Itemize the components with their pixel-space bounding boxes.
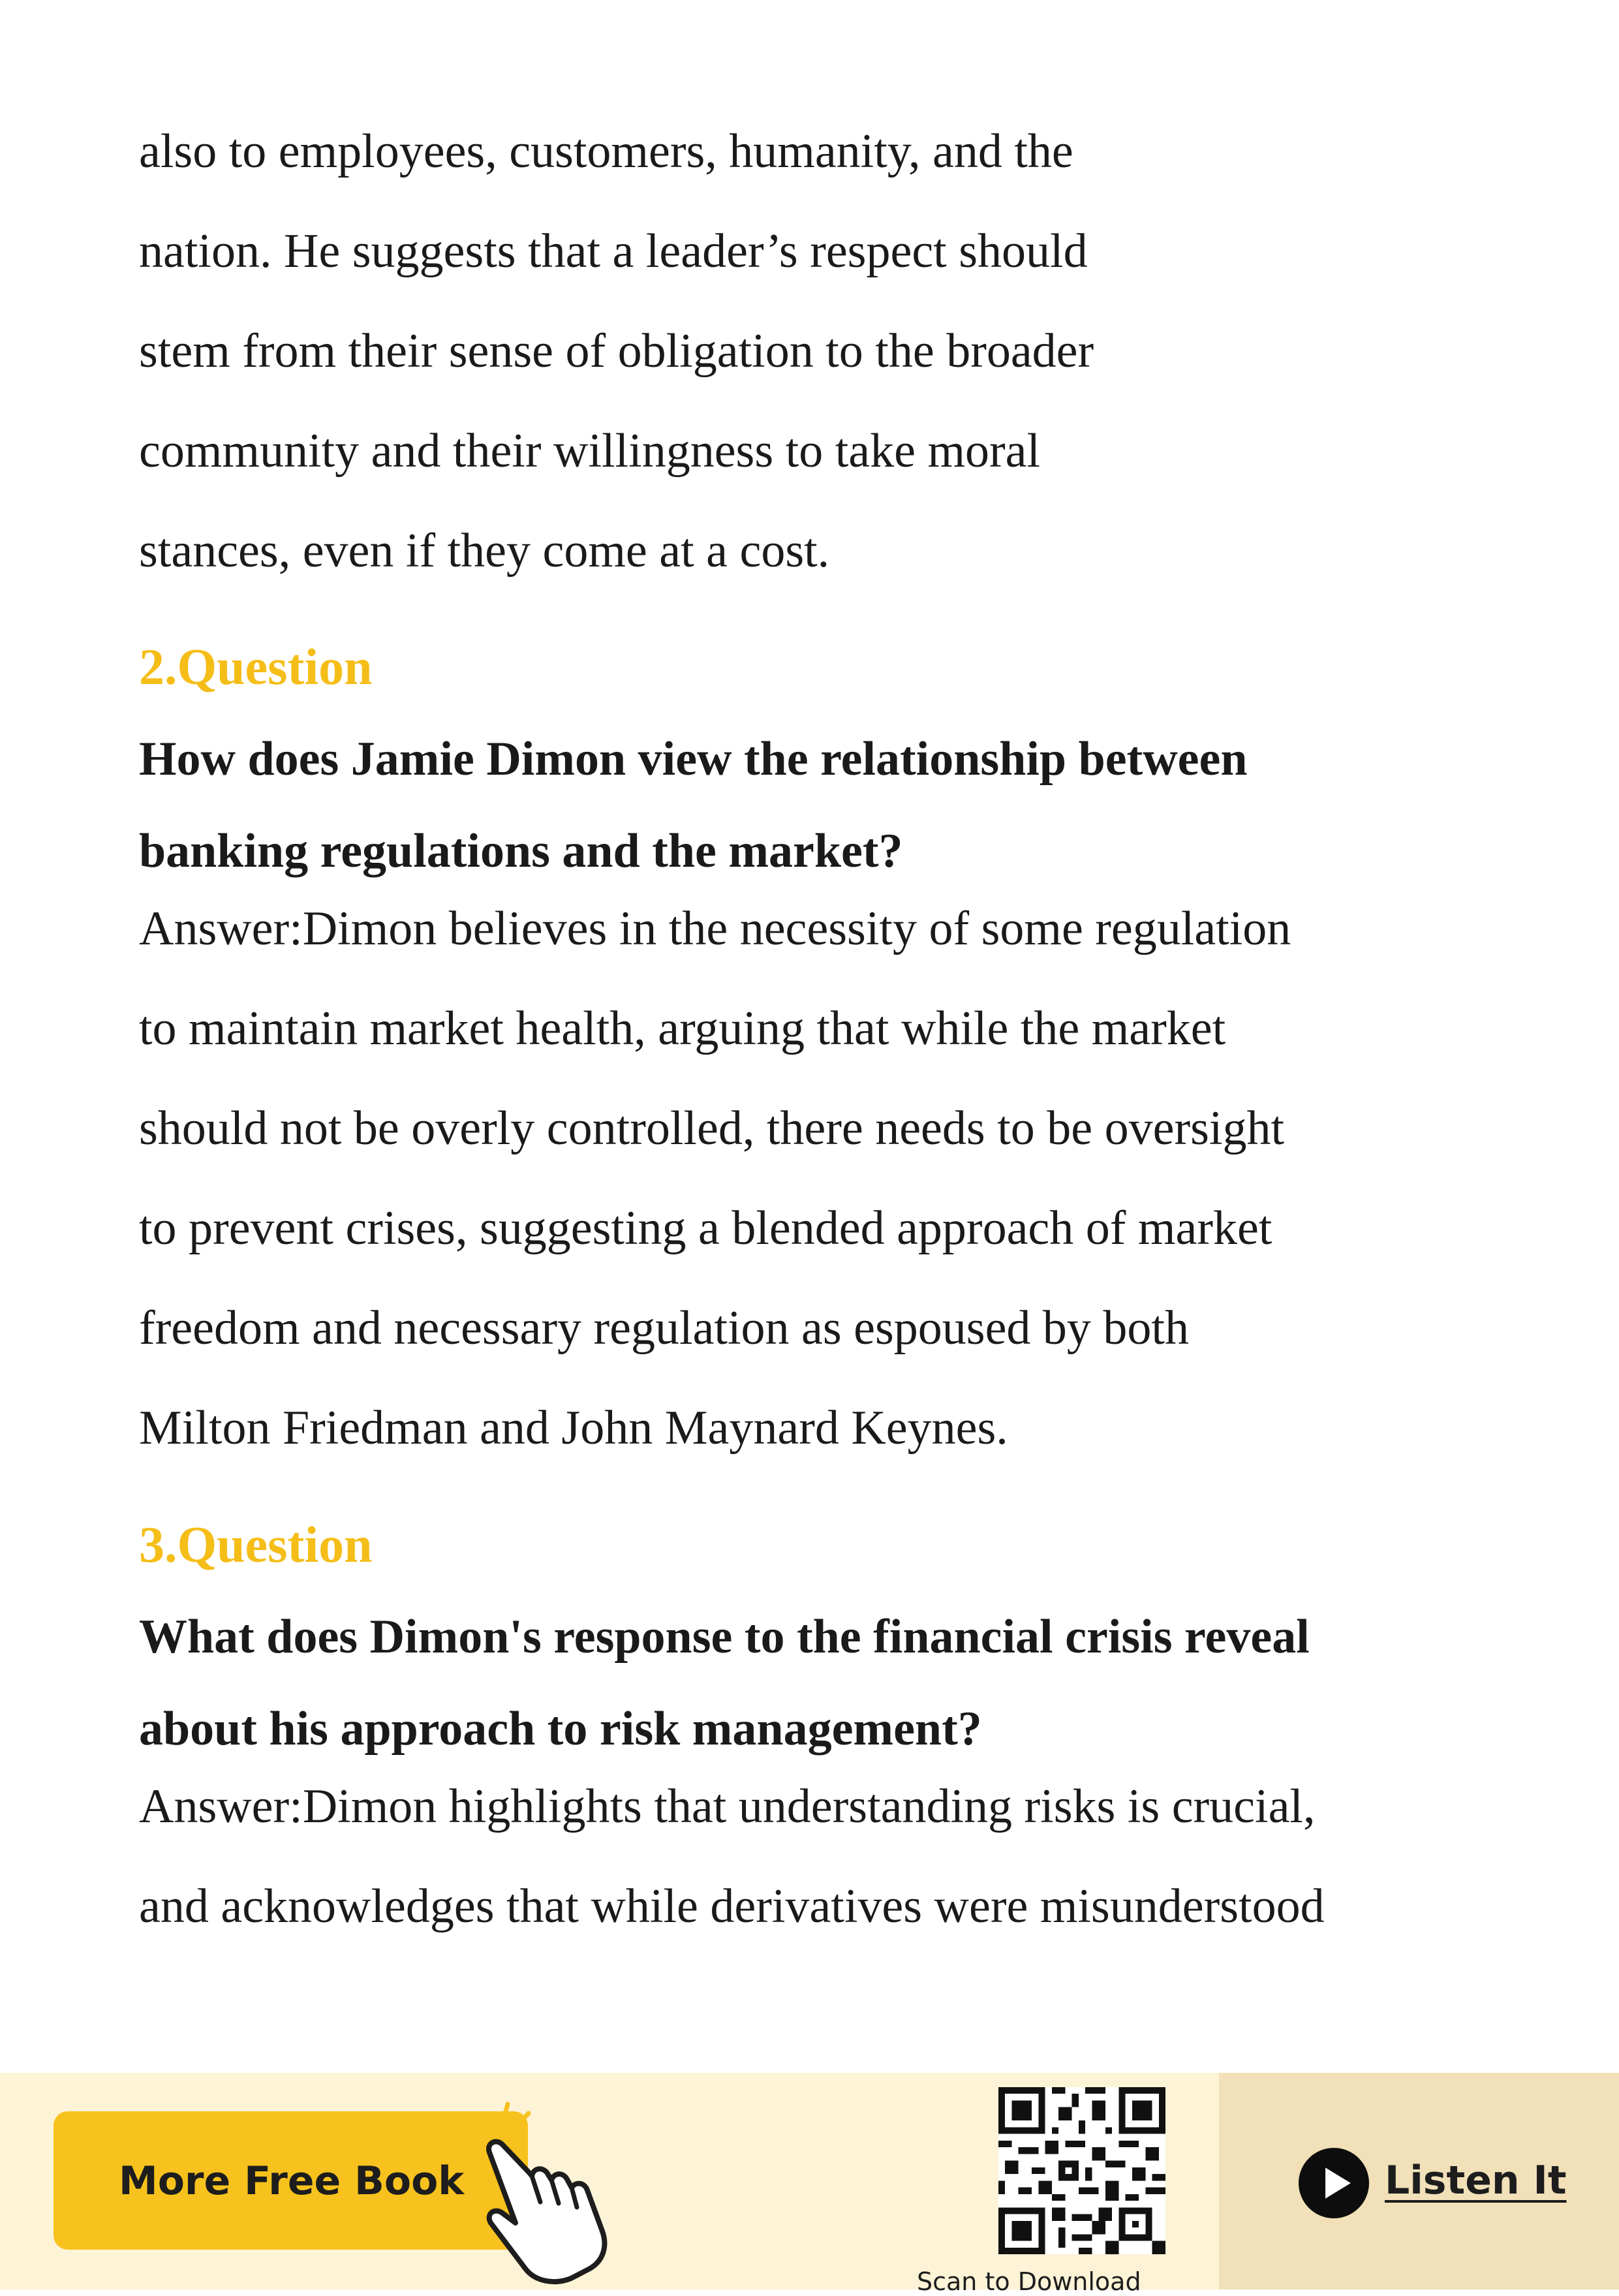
paragraph-line: stem from their sense of obligation to the broader [139,324,1094,378]
scan-to-download-label: Scan to Download [917,2267,1141,2296]
paragraph-line: stances, even if they come at a cost. [139,524,830,578]
paragraph-line: community and their willingness to take moral [139,424,1041,478]
answer-line: should not be overly controlled, there needs to be oversight [139,1102,1285,1155]
footer-bar [0,2073,1619,2296]
answer-line: Answer:Dimon highlights that understanding risks is crucial, [139,1780,1316,1833]
answer-line: to prevent crises, suggesting a blended approach of market [139,1202,1272,1255]
question-text: about his approach to risk management? [139,1702,982,1756]
question-text: What does Dimon's response to the financial crisis reveal [139,1610,1310,1664]
qr-code-icon [998,2087,1165,2254]
paragraph-line: nation. He suggests that a leader’s respect should [139,225,1088,278]
question-text: banking regulations and the market? [139,824,903,878]
question-label: 3.Question [139,1516,373,1573]
answer-line: Answer:Dimon believes in the necessity of some regulation [139,902,1291,955]
answer-line: freedom and necessary regulation as espoused by both [139,1301,1189,1355]
answer-line: Milton Friedman and John Maynard Keynes. [139,1401,1008,1455]
more-free-book-label: More Free Book [119,2158,465,2204]
question-text: How does Jamie Dimon view the relationship between [139,732,1248,786]
answer-line: and acknowledges that while derivatives were misunderstood [139,1880,1325,1933]
play-icon[interactable] [1299,2148,1369,2218]
paragraph-line: also to employees, customers, humanity, and the [139,125,1073,178]
listen-it-link[interactable]: Listen It [1385,2158,1567,2203]
question-label: 2.Question [139,638,373,695]
pointing-hand-icon [457,2099,620,2288]
answer-line: to maintain market health, arguing that while the market [139,1002,1226,1055]
